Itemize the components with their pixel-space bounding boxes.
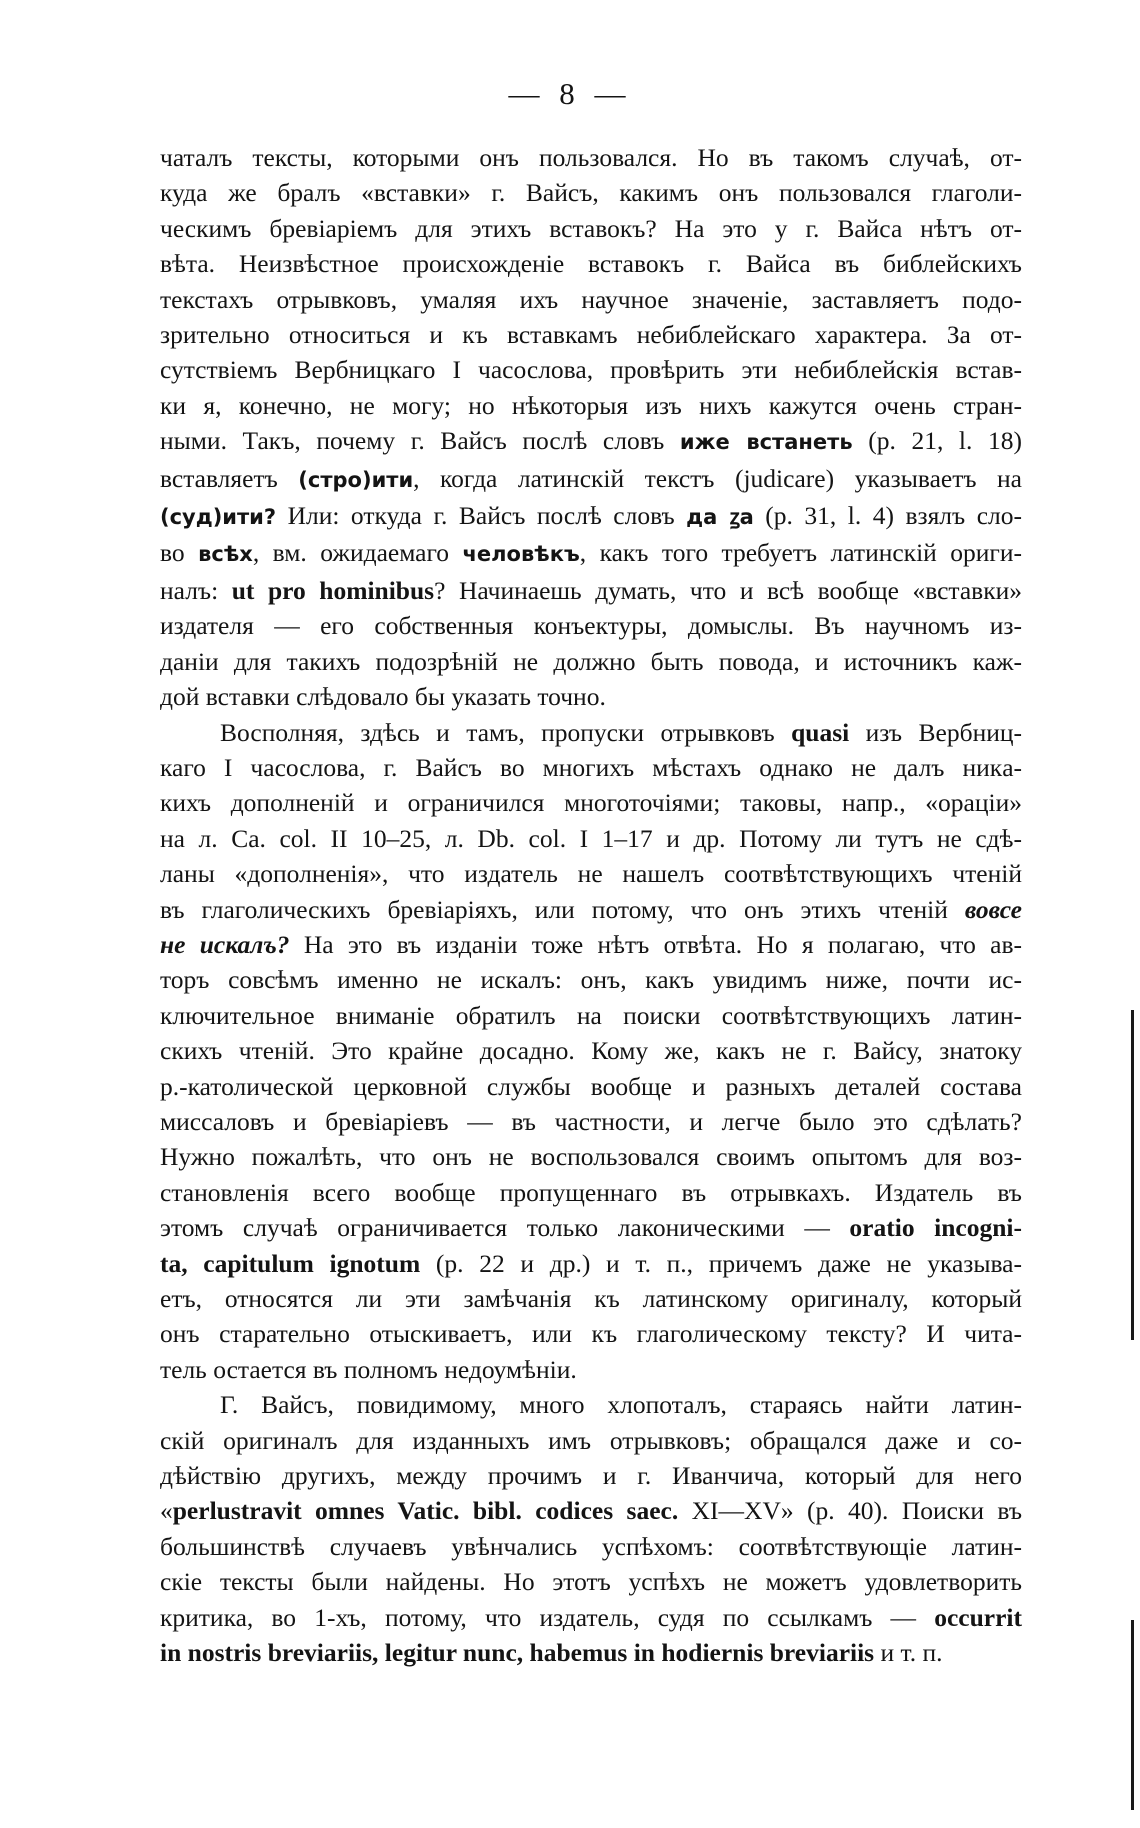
text-segment: ки я, конечно, не могу; но нѣкоторыя изъ нихъ кажутся очень стран- — [160, 390, 1022, 420]
text-segment: (р. 21, l. 18) — [852, 426, 1022, 456]
text-line — [160, 282, 1022, 317]
emphasized-text: всѣх — [198, 542, 253, 567]
text-segment: вставляетъ — [160, 463, 299, 493]
text-segment: дѣйствію другихъ, между прочимъ и г. Иванчича, который для него — [160, 1461, 1022, 1491]
emphasized-text: ut pro hominibus — [231, 575, 435, 605]
text-segment: (р. 31, l. 4) взялъ сло- — [753, 501, 1022, 531]
text-line — [160, 423, 1022, 460]
text-line — [160, 1246, 1022, 1281]
text-line — [160, 388, 1022, 423]
scan-edge-mark — [1131, 1620, 1134, 1810]
text-line — [160, 1316, 1022, 1351]
text-segment: каго I часослова, г. Вайсъ во многихъ мѣстахъ однако не далъ никa- — [160, 752, 1022, 782]
text-segment: куда же бралъ «вставки» г. Вайсъ, какимъ онъ пользовался глаголи- — [160, 178, 1022, 208]
text-segment: , вм. ожидаемаго — [252, 538, 463, 568]
text-segment: Восполняя, здѣсь и тамъ, пропуски отрывковъ — [220, 717, 792, 747]
text-line — [160, 785, 1022, 820]
text-line — [160, 1210, 1022, 1245]
emphasized-text: не искалъ? — [160, 929, 290, 959]
text-segment: даніи для такихъ подозрѣній не должно быть повода, и источникъ каж- — [160, 646, 1022, 676]
emphasized-text: человѣкъ — [462, 542, 580, 567]
text-segment: XI—XV» (р. 40). Поиски въ — [678, 1496, 1023, 1526]
text-segment: налъ: — [160, 575, 232, 605]
emphasized-text: oratio incogni- — [849, 1213, 1022, 1243]
emphasized-text: (стро)ити — [298, 467, 414, 492]
text-line — [160, 644, 1022, 679]
text-line — [160, 1352, 1022, 1387]
text-line — [160, 1423, 1022, 1458]
text-segment: , когда латинскій текстъ (judicare) указываетъ на — [413, 463, 1022, 493]
text-segment: скихъ чтеній. Это крайне досадно. Кому же, какъ не г. Вайсу, знатоку — [160, 1036, 1022, 1066]
text-segment: критика, во 1-хъ, потому, что издатель, судя по ссылкамъ — — [160, 1602, 935, 1632]
text-segment: етъ, относятся ли эти замѣчанія къ латинскому оригиналу, который — [160, 1284, 1022, 1313]
text-segment: На это въ изданіи тоже нѣтъ отвѣта. Но я полагаю, что ав- — [289, 929, 1022, 959]
text-segment: этомъ случаѣ ограничивается только лаконическими — — [160, 1213, 850, 1243]
text-segment: р.-католической церковной службы вообще и разныхъ деталей состава — [160, 1071, 1022, 1101]
text-line — [160, 1175, 1022, 1210]
text-line — [160, 715, 1022, 750]
text-line — [160, 1281, 1022, 1316]
emphasized-text: in nostris breviariis, legitur nunc, habemus in hodiernis breviariis — [160, 1638, 875, 1668]
text-line — [160, 821, 1022, 856]
text-line — [160, 498, 1022, 535]
paragraph-1 — [160, 140, 1022, 715]
text-line — [160, 140, 1022, 175]
text-line — [160, 246, 1022, 281]
text-segment: сутствіемъ Вербницкаго I часослова, провѣрить эти небиблейскія встав- — [160, 355, 1022, 385]
text-segment: онъ старательно отыскиваетъ, или къ глаголическому тексту? И чита- — [160, 1319, 1022, 1349]
text-line — [160, 461, 1022, 498]
scan-edge-mark — [1131, 1010, 1134, 1340]
text-line — [160, 535, 1022, 572]
text-line — [160, 892, 1022, 927]
text-segment: кихъ дополненій и ограничился многоточіями; таковы, напр., «ораціи» — [160, 788, 1022, 818]
text-segment: ланы «дополненія», что издатель не нашелъ соотвѣтствующихъ чтеній — [160, 859, 1022, 889]
text-segment: зрительно относиться и къ вставкамъ небиблейскаго характера. За от- — [160, 320, 1022, 350]
text-segment: ? Начинаешь думать, что и всѣ вообще «вставки» — [434, 575, 1022, 605]
emphasized-text: ta, capitulum ignotum — [160, 1248, 421, 1278]
paragraph-2 — [160, 715, 1022, 1388]
text-segment: тель остается въ полномъ недоумѣніи. — [160, 1354, 577, 1384]
text-line — [160, 317, 1022, 352]
text-line — [160, 1069, 1022, 1104]
text-segment: Нужно пожалѣть, что онъ не воспользовался своимъ опытомъ для воз- — [160, 1142, 1022, 1172]
text-segment: во — [160, 538, 199, 568]
text-segment: въ глаголическихъ бревіаріяхъ, или потому, что онъ этихъ чтеній — [160, 894, 965, 924]
text-segment: скій оригиналъ для изданныхъ имъ отрывковъ; обращался даже и со- — [160, 1425, 1022, 1455]
text-line — [160, 1529, 1022, 1564]
text-segment: (р. 22 и др.) и т. п., причемъ даже не указыва- — [420, 1248, 1022, 1278]
text-segment: становленія всего вообще пропущеннаго въ отрывкахъ. Издатель въ — [160, 1177, 1022, 1207]
page-number: — 8 — — [508, 76, 632, 111]
text-line — [160, 1139, 1022, 1174]
text-segment: торъ совсѣмъ именно не искалъ: онъ, какъ увидимъ ниже, почти ис- — [160, 965, 1022, 995]
text-line — [160, 856, 1022, 891]
text-line — [160, 1564, 1022, 1599]
text-segment: Или: откуда г. Вайсъ послѣ словъ — [276, 501, 687, 531]
emphasized-text: иже встанеть — [679, 430, 853, 455]
text-line — [160, 1387, 1022, 1422]
text-segment: ными. Такъ, почему г. Вайсъ послѣ словъ — [160, 426, 680, 456]
text-line — [160, 962, 1022, 997]
text-segment: текстахъ отрывковъ, умаляя ихъ научное значеніе, заставляетъ подо- — [160, 284, 1022, 314]
text-line — [160, 750, 1022, 785]
text-segment: ключительное вниманіе обратилъ на поиски соотвѣтствующихъ латин- — [160, 1000, 1022, 1030]
text-segment: Г. Вайсъ, повидимому, много хлопоталъ, стараясь найти латин- — [220, 1390, 1022, 1420]
emphasized-text: (суд)ити? — [160, 505, 277, 530]
emphasized-text: occurrit — [934, 1602, 1022, 1632]
text-segment: скіе тексты были найдены. Но этотъ успѣхъ не можетъ удовлетворить — [160, 1567, 1022, 1597]
text-segment: вѣта. Неизвѣстное происхожденіе вставокъ г. Вайса въ библейскихъ — [160, 249, 1022, 279]
text-line — [160, 1635, 1022, 1670]
text-line — [160, 1033, 1022, 1068]
emphasized-text: да ꙁа — [686, 505, 754, 530]
document-body — [160, 140, 1022, 1670]
emphasized-text: вовсе — [964, 894, 1022, 924]
text-line — [160, 1458, 1022, 1493]
text-line — [160, 679, 1022, 714]
emphasized-text: quasi — [791, 717, 850, 747]
paragraph-3 — [160, 1387, 1022, 1670]
text-line — [160, 352, 1022, 387]
text-segment: большинствѣ случаевъ увѣнчались успѣхомъ: соотвѣтствующіе латин- — [160, 1531, 1022, 1561]
text-line — [160, 175, 1022, 210]
text-segment: изъ Вербниц- — [849, 717, 1022, 747]
text-line — [160, 211, 1022, 246]
emphasized-text: perlustravit omnes Vatic. bibl. codices saec. — [172, 1496, 679, 1526]
text-segment: « — [160, 1496, 173, 1526]
text-line — [160, 1493, 1022, 1528]
text-segment: и т. п. — [874, 1638, 943, 1668]
text-line — [160, 573, 1022, 608]
text-segment: , какъ того требуетъ латинскій ориги- — [579, 538, 1022, 568]
text-line — [160, 998, 1022, 1033]
text-line — [160, 1600, 1022, 1635]
text-segment: чаталъ тексты, которыми онъ пользовался. Но въ такомъ случаѣ, от- — [160, 143, 1022, 172]
text-segment: дой вставки слѣдовало бы указать точно. — [160, 682, 606, 712]
text-line — [160, 608, 1022, 643]
text-line — [160, 1104, 1022, 1139]
text-segment: на л. Ca. col. II 10–25, л. Db. col. I 1–17 и др. Потому ли тутъ не сдѣ- — [160, 823, 1022, 853]
text-segment: ческимъ бревіаріемъ для этихъ вставокъ? На это у г. Вайса нѣтъ от- — [160, 213, 1022, 243]
text-segment: миссаловъ и бревіаріевъ — въ частности, и легче было это сдѣлать? — [160, 1106, 1022, 1136]
text-line — [160, 927, 1022, 962]
text-segment: издателя — его собственныя конъектуры, домыслы. Въ научномъ из- — [160, 611, 1022, 641]
